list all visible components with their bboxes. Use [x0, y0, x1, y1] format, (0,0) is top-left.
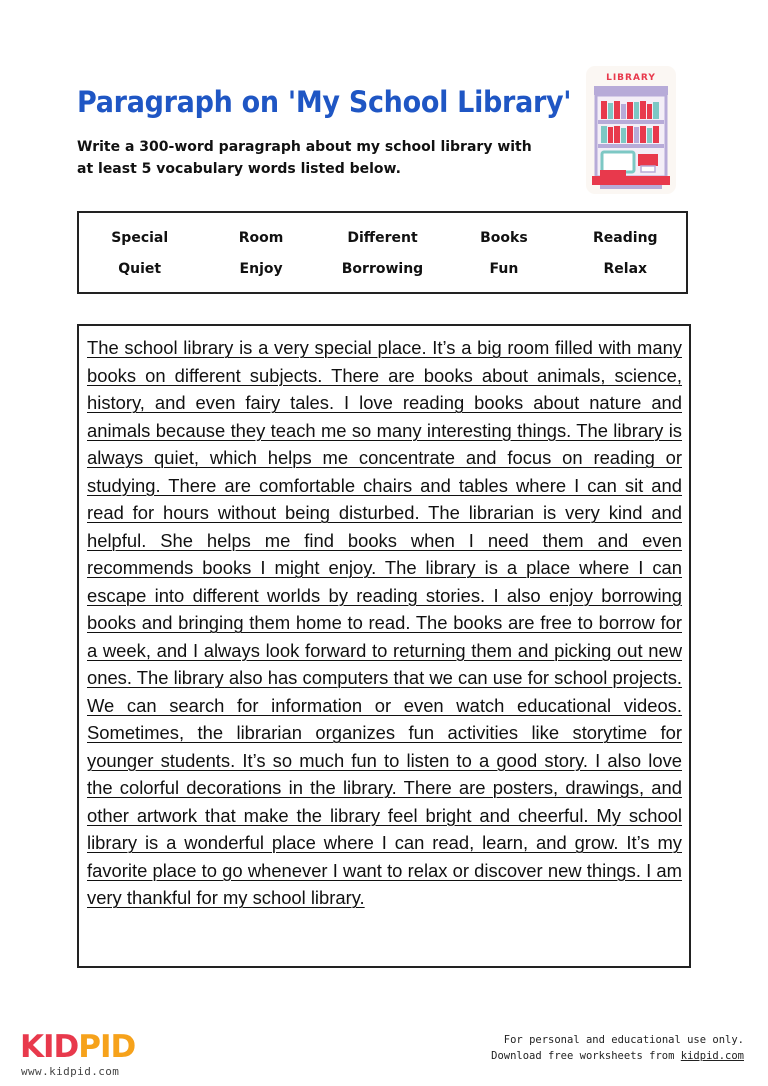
vocabulary-word-box [77, 211, 688, 294]
paragraph-box [77, 324, 691, 968]
vocab-word: Fun [489, 260, 519, 277]
vocab-word: Books [480, 230, 528, 247]
footer-usage-text: For personal and educational use only. [503, 1034, 744, 1046]
page-title: Paragraph on 'My School Library' [77, 86, 572, 120]
vocab-word: Different [347, 230, 418, 247]
library-sign-label: LIBRARY [606, 73, 656, 83]
paragraph-text: The school library is a very special place. It’s a big room filled with many books on different subjects. There are books about animals, science, history, and even fairy tales. I love reading books about nature and animals because they teach me so many interesting things. The library is always quiet, which helps me concentrate and focus on reading or studying. There are comfortable chairs and tables where I can sit and read for hours without being disturbed. The librarian is very kind and helpful. She helps me find books when I need them and even recommends books I might enjoy. The library is a place where I can escape into different worlds by reading stories. I also enjoy borrowing books and bringing them home to read. The books are free to borrow for a week, and I always look forward to returning them and picking out new ones. The library also has computers that we can use for school projects. We can search for information or even watch educational videos. Sometimes, the librarian organizes fun activities like storytime for younger students. It’s so much fun to listen to a good story. I also love the colorful decorations in the library. There are posters, drawings, and other artwork that make the library feel bright and cheerful. My school library is a wonderful place where I can read, learn, and grow. It’s my favorite place to go whenever I want to relax or discover new things. I am very thankful for my school library. [87, 337, 682, 908]
vocab-word: Borrowing [341, 260, 424, 277]
brand-url[interactable]: www.kidpid.com [21, 1065, 120, 1078]
kidpid-logo[interactable] [20, 1030, 135, 1064]
logo-part-pid: PID [78, 1029, 136, 1065]
footer-download-line [491, 1048, 744, 1064]
kidpid-link[interactable]: kidpid.com [680, 1050, 744, 1062]
footer-note [491, 1032, 744, 1064]
vocab-word: Relax [603, 260, 648, 277]
vocab-word: Room [238, 230, 284, 247]
library-bookshelf-icon [584, 66, 678, 196]
logo-part-kid: KID [20, 1029, 79, 1065]
vocab-word: Special [111, 230, 169, 247]
vocab-word: Enjoy [239, 260, 283, 277]
footer-download-text: Download free worksheets from [491, 1050, 681, 1062]
vocab-word: Quiet [118, 260, 162, 277]
vocab-word: Reading [593, 230, 658, 247]
instruction-text: Write a 300-word paragraph about my school library with at least 5 vocabulary words listed below. [77, 139, 532, 177]
